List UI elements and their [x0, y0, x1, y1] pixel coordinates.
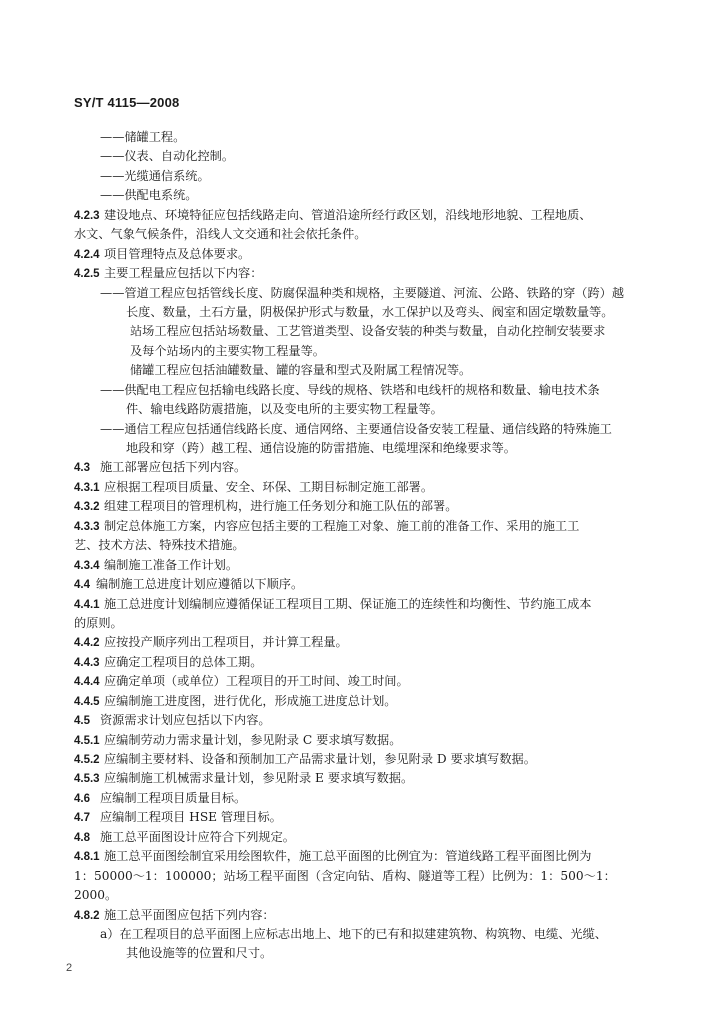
clause-4-5-1 [74, 731, 654, 750]
clause-text: 应编制劳动力需求量计划，参见附录 C 要求填写数据。 [104, 732, 402, 747]
clause-text: 应根据工程项目质量、安全、环保、工期目标制定施工部署。 [104, 479, 434, 494]
clause-text: 制定总体施工方案，内容应包括主要的工程施工对象、施工前的准备工作、采用的施工工 [104, 518, 580, 533]
clause-4-4 [74, 575, 654, 594]
dash-item-continued: 长度、数量，土石方量，阴极保护形式与数量，水工保护以及弯头、阀室和固定墩数量等。 [126, 304, 614, 319]
dash-item-telecom: ——通信工程应包括通信线路长度、通信网络、主要通信设备安装工程量、通信线路的特殊施工 [100, 421, 612, 436]
station-works-text: 站场工程应包括站场数量、工艺管道类型、设备安装的种类与数量，自动化控制安装要求 [130, 324, 606, 339]
dash-item: ——储罐工程。 [100, 130, 186, 144]
clause-number: 4.3.2 [74, 501, 100, 514]
clause-4-6 [74, 789, 654, 808]
station-works-continued: 及每个站场内的主要实物工程量等。 [130, 343, 325, 358]
clause-number: 4.5 [74, 715, 90, 728]
clause-number: 4.4 [74, 579, 90, 592]
clause-text: 主要工程量应包括以下内容： [104, 266, 263, 281]
clause-number: 4.5.2 [74, 754, 100, 766]
clause-number: 4.8.2 [74, 909, 100, 922]
standard-code-header: SY/T 4115—2008 [74, 95, 180, 110]
clause-4-8-2 [74, 906, 654, 925]
list-item-a: a）在工程项目的总平面图上应标志出地上、地下的已有和拟建建筑物、构筑物、电缆、光缆、 [100, 926, 607, 941]
clause-text: 施工总平面图应包括下列内容： [104, 907, 275, 922]
clause-number: 4.5.3 [74, 773, 100, 786]
clause-text: 施工部署应包括下列内容。 [100, 460, 247, 475]
clause-text: 编制施工总进度计划应遵循以下顺序。 [96, 577, 304, 592]
clause-text: 组建工程项目的管理机构，进行施工任务划分和施工队伍的部署。 [104, 499, 458, 514]
clause-text-continued: 艺、技术方法、特殊技术措施。 [74, 538, 245, 553]
clause-text: 应编制工程项目 HSE 管理目标。 [100, 810, 282, 825]
clause-number: 4.4.5 [74, 695, 100, 708]
dash-item-pipeline: ——管道工程应包括管线长度、防腐保温种类和规格，主要隧道、河流、公路、铁路的穿（跨）越 [100, 285, 625, 300]
clause-text: 编制施工准备工作计划。 [104, 557, 239, 572]
clause-4-5-2 [74, 750, 654, 769]
clause-4-3 [74, 458, 654, 477]
clause-4-3-1 [74, 478, 654, 497]
clause-text-continued: 1：50000～1：100000；站场工程平面图（含定向钻、盾构、隧道等工程）比例为：1：500～1： [74, 868, 616, 883]
page-number: 2 [66, 962, 73, 974]
clause-number: 4.2.5 [74, 268, 100, 281]
clause-4-5 [74, 711, 654, 730]
clause-4-8-1 [74, 847, 654, 866]
clause-4-4-5 [74, 692, 654, 711]
clause-4-3-2 [74, 497, 654, 516]
clause-text: 应确定工程项目的总体工期。 [104, 654, 263, 669]
clause-text: 项目管理特点及总体要求。 [104, 246, 251, 261]
clause-text: 应确定单项（或单位）工程项目的开工时间、竣工时间。 [104, 674, 409, 689]
clause-number: 4.2.4 [74, 248, 100, 261]
clause-4-2-5 [74, 264, 654, 283]
clause-number: 4.8.1 [74, 851, 100, 864]
dash-item: ——仪表、自动化控制。 [100, 149, 235, 164]
clause-4-4-2 [74, 633, 654, 652]
dash-item: ——供配电系统。 [100, 188, 198, 203]
clause-4-4-3 [74, 653, 654, 672]
clause-number: 4.4.1 [74, 598, 100, 611]
clause-text: 资源需求计划应包括以下内容。 [100, 713, 271, 728]
dash-item-continued: 地段和穿（跨）越工程、通信设施的防雷措施、电缆埋深和绝缘要求等。 [126, 441, 516, 455]
clause-number: 4.2.3 [74, 209, 100, 222]
clause-4-7 [74, 808, 654, 827]
list-item-continued: 其他设施等的位置和尺寸。 [126, 946, 273, 961]
clause-number: 4.3 [74, 462, 90, 475]
clause-text: 施工总平面图设计应符合下列规定。 [100, 829, 295, 844]
dash-item-continued: 件、输电线路防震措施，以及变电所的主要实物工程量等。 [126, 402, 443, 417]
clause-text: 施工总平面图绘制宜采用绘图软件，施工总平面图的比例宜为：管道线路工程平面图比例为 [104, 849, 592, 864]
clause-text: 应编制工程项目质量目标。 [100, 790, 247, 805]
clause-number: 4.6 [74, 792, 90, 805]
clause-number: 4.3.4 [74, 559, 100, 572]
clause-text: 应按投产顺序列出工程项目，并计算工程量。 [104, 635, 348, 650]
clause-4-5-3 [74, 769, 654, 788]
clause-number: 4.4.4 [74, 676, 100, 689]
clause-text: 施工总进度计划编制应遵循保证工程项目工期、保证施工的连续性和均衡性、节约施工成本 [104, 596, 592, 611]
clause-text: 建设地点、环境特征应包括线路走向、管道沿途所经行政区划，沿线地形地貌、工程地质、 [104, 207, 592, 222]
clause-4-2-4 [74, 245, 654, 264]
clause-text-continued: 2000。 [74, 888, 118, 903]
clause-4-4-1 [74, 595, 654, 614]
dash-item-power: ——供配电工程应包括输电线路长度、导线的规格、铁塔和电线杆的规格和数量、输电技术条 [100, 382, 600, 397]
clause-text-continued: 的原则。 [74, 615, 123, 630]
clause-text: 应编制主要材料、设备和预制加工产品需求量计划，参见附录 D 要求填写数据。 [104, 752, 536, 766]
clause-number: 4.4.3 [74, 656, 100, 669]
clause-text-continued: 水文、气象气候条件，沿线人文交通和社会依托条件。 [74, 227, 367, 242]
clause-4-3-4 [74, 556, 654, 575]
clause-number: 4.3.3 [74, 520, 100, 533]
clause-4-4-4 [74, 672, 654, 691]
clause-4-8 [74, 828, 654, 847]
dash-item: ——光缆通信系统。 [100, 168, 210, 183]
clause-number: 4.5.1 [74, 734, 100, 747]
clause-text: 应编制施工进度图，进行优化，形成施工进度总计划。 [104, 693, 397, 708]
tank-works-text: 储罐工程应包括油罐数量、罐的容量和型式及附属工程情况等。 [130, 363, 472, 378]
document-body [74, 128, 654, 964]
clause-4-2-3 [74, 206, 654, 225]
clause-number: 4.4.2 [74, 637, 100, 650]
clause-number: 4.7 [74, 812, 90, 825]
clause-4-3-3 [74, 517, 654, 536]
clause-number: 4.8 [74, 831, 90, 844]
clause-text: 应编制施工机械需求量计划，参见附录 E 要求填写数据。 [104, 771, 414, 786]
clause-number: 4.3.1 [74, 481, 100, 494]
